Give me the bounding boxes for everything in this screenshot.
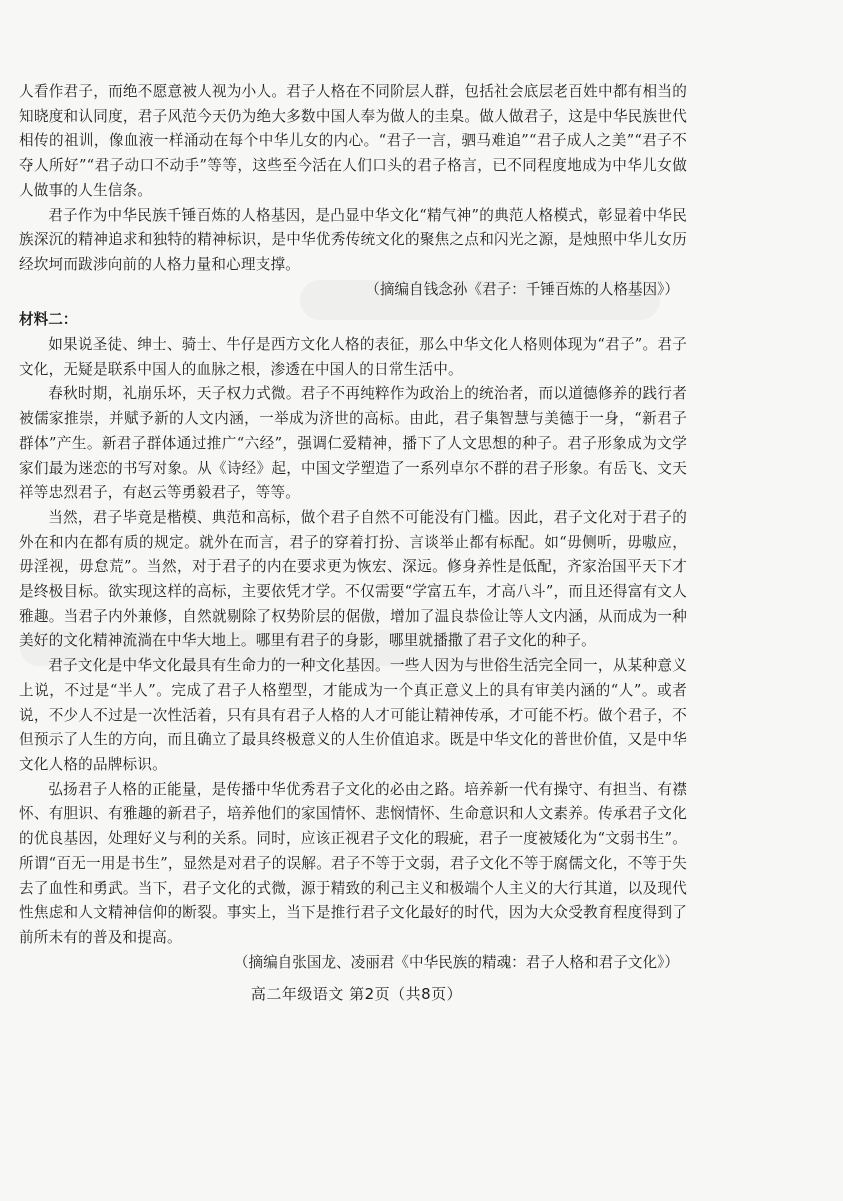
material2-title: 材料二： — [19, 311, 78, 329]
page-footer: 高二年级语文 第2页（共8页） — [250, 985, 463, 1003]
material2-paragraph-4: 君子文化是中华文化最具有生命力的一种文化基因。一些人因为与世俗生活完全同一，从某种意义上说，不过是“半人”。完成了君子人格塑型，才能成为一个真正意义上的具有审美内涵的“人”。或者说，不少人不过是一次性活着，只有具有君子人格的人才可能让精神传承，才可能不朽。做个君子，不但预示了人生的方向，而且确立了最具终极意义的人生价值追求。既是中华文化的普世价值，又是中华文化人格的品牌标识。 — [19, 657, 687, 773]
material1-paragraph-1: 人看作君子，而绝不愿意被人视为小人。君子人格在不同阶层人群，包括社会底层老百姓中都有相当的知晓度和认同度，君子风范今天仍为绝大多数中国人奉为做人的圭臬。做人做君子，这是中华民族世代相传的祖训，像血液一样涌动在每个中华儿女的内心。“君子一言，驷马难追”“君子成人之美”“君子不夺人所好”“君子动口不动手”等等，这些至今活在人们口头的君子格言，已不同程度地成为中华儿女做人做事的人生信条。 — [19, 83, 687, 199]
material2-paragraph-2: 春秋时期，礼崩乐坏，天子权力式微。君子不再纯粹作为政治上的统治者，而以道德修养的践行者被儒家推崇，并赋予新的人文内涵，一举成为济世的高标。由此，君子集智慧与美德于一身，“新君子群体”产生。新君子群体通过推广“六经”，强调仁爱精神，播下了人文思想的种子。君子形象成为文学家们最为迷恋的书写对象。从《诗经》起，中国文学塑造了一系列卓尔不群的君子形象。有岳飞、文天祥等忠烈君子，有赵云等勇毅君子，等等。 — [19, 385, 687, 502]
material2-paragraph-5: 弘扬君子人格的正能量，是传播中华优秀君子文化的必由之路。培养新一代有操守、有担当、有襟怀、有胆识、有雅趣的新君子，培养他们的家国情怀、悲悯情怀、生命意识和人文素养。传承君子文化的优良基因，处理好义与利的关系。同时，应该正视君子文化的瑕疵，君子一度被矮化为“文弱书生”。所谓“百无一用是书生”，显然是对君子的误解。君子不等于文弱，君子文化不等于腐儒文化，不等于失去了血性和勇武。当下，君子文化的式微，源于精致的利己主义和极端个人主义的大行其道，以及现代性焦虑和人文精神信仰的断裂。事实上，当下是推行君子文化最好的时代，因为大众受教育程度得到了前所未有的普及和提高。 — [19, 780, 687, 946]
material2-citation: （摘编自张国龙、凌丽君《中华民族的精魂：君子人格和君子文化》） — [233, 953, 679, 971]
page-content — [19, 80, 687, 975]
material1-paragraph-2: 君子作为中华民族千锤百炼的人格基因，是凸显中华文化“精气神”的典范人格模式，彰显着中华民族深沉的精神追求和独特的精神标识，是中华优秀传统文化的聚焦之点和闪光之源，是烛照中华儿女历经坎坷而跋涉向前的人格力量和心理支撑。 — [19, 206, 687, 273]
material1-citation: （摘编自钱念孙《君子：千锤百炼的人格基因》） — [365, 280, 679, 298]
material2-paragraph-3: 当然，君子毕竟是楷模、典范和高标，做个君子自然不可能没有门槛。因此，君子文化对于君子的外在和内在都有质的规定。就外在而言，君子的穿着打扮、言谈举止都有标配。如“毋侧听，毋嗷应，毋淫视，毋怠荒”。当然，对于君子的内在要求更为恢宏、深远。修身养性是低配，齐家治国平天下才是终极目标。欲实现这样的高标，主要依凭才学。不仅需要“学富五车，才高八斗”，而且还得富有文人雅趣。当君子内外兼修，自然就剔除了权势阶层的倨傲，增加了温良恭俭让等人文内涵，从而成为一种美好的文化精神流淌在中华大地上。哪里有君子的身影，哪里就播撒了君子文化的种子。 — [19, 508, 687, 650]
material2-paragraph-1: 如果说圣徒、绅士、骑士、牛仔是西方文化人格的表征，那么中华文化人格则体现为“君子”。君子文化，无疑是联系中国人的血脉之根，渗透在中国人的日常生活中。 — [19, 336, 687, 378]
